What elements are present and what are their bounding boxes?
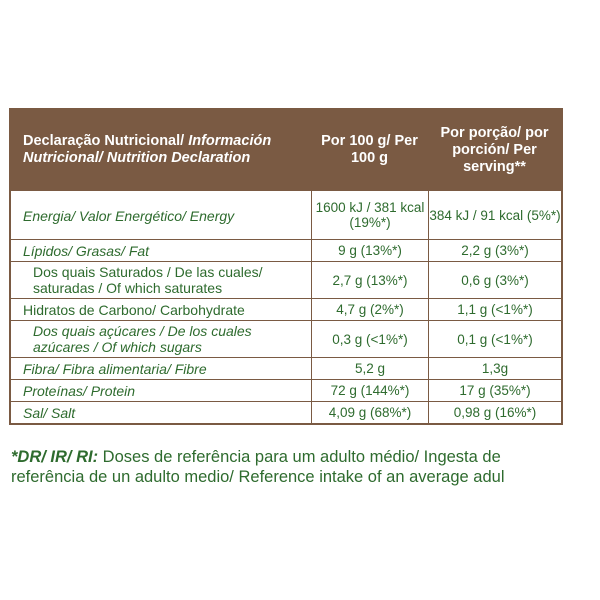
row-per-100g: 1600 kJ / 381 kcal (19%*) xyxy=(311,191,428,239)
row-per-100g: 4,09 g (68%*) xyxy=(311,402,428,423)
row-per-serving: 17 g (35%*) xyxy=(428,380,561,401)
row-per-serving: 0,6 g (3%*) xyxy=(428,262,561,298)
row-label: Energia/ Valor Energético/ Energy xyxy=(23,208,235,224)
row-per-serving: 1,1 g (<1%*) xyxy=(428,299,561,320)
table-row-sugars xyxy=(11,320,561,357)
table-row-carbohydrate xyxy=(11,298,561,320)
table-row-fat xyxy=(11,239,561,261)
reference-intake-text: Doses de referência para um adulto médio/ Ingesta de referência de un adulto medio/ Reference intake of an average adul xyxy=(11,448,505,486)
header-per-serving: Por porção/ por porción/ Per serving** xyxy=(440,124,549,175)
row-label: Lípidos/ Grasas/ Fat xyxy=(23,242,150,259)
table-row-salt xyxy=(11,401,561,423)
nutrition-table xyxy=(9,108,563,425)
row-per-100g: 9 g (13%*) xyxy=(311,240,428,261)
row-per-100g: 2,7 g (13%*) xyxy=(311,262,428,298)
row-label: Hidratos de Carbono/ Carbohydrate xyxy=(23,301,245,318)
row-label: Dos quais açúcares / De los cuales azúcares / Of which sugars xyxy=(33,323,252,355)
table-row-saturates xyxy=(11,261,561,298)
reference-intake-note xyxy=(11,447,551,487)
row-per-serving: 1,3g xyxy=(428,358,561,379)
row-per-serving: 0,1 g (<1%*) xyxy=(428,321,561,357)
header-declaration xyxy=(11,133,311,167)
row-label: Sal/ Salt xyxy=(23,404,76,421)
header-declaration-italic: Información Nutricional/ Nutrition Declaration xyxy=(23,133,272,166)
row-per-serving: 0,98 g (16%*) xyxy=(428,402,561,423)
table-row-fibre xyxy=(11,357,561,379)
reference-intake-label: *DR/ IR/ RI: xyxy=(11,448,99,466)
header-per-100g: Por 100 g/ Per 100 g xyxy=(321,133,418,166)
header-declaration-regular: Declaração Nutricional/ xyxy=(23,133,185,149)
row-per-100g: 0,3 g (<1%*) xyxy=(311,321,428,357)
row-per-serving: 2,2 g (3%*) xyxy=(428,240,561,261)
row-label: Fibra/ Fibra alimentaria/ Fibre xyxy=(23,360,207,377)
row-per-100g: 4,7 g (2%*) xyxy=(311,299,428,320)
row-label: Dos quais Saturados / De las cuales/ saturadas / Of which saturates xyxy=(33,264,263,296)
table-row-energy xyxy=(11,190,561,239)
row-label: Proteínas/ Protein xyxy=(23,382,136,399)
table-row-protein xyxy=(11,379,561,401)
row-per-serving: 384 kJ / 91 kcal (5%*) xyxy=(428,191,561,239)
row-per-100g: 5,2 g xyxy=(311,358,428,379)
row-per-100g: 72 g (144%*) xyxy=(311,380,428,401)
table-header xyxy=(11,110,561,190)
